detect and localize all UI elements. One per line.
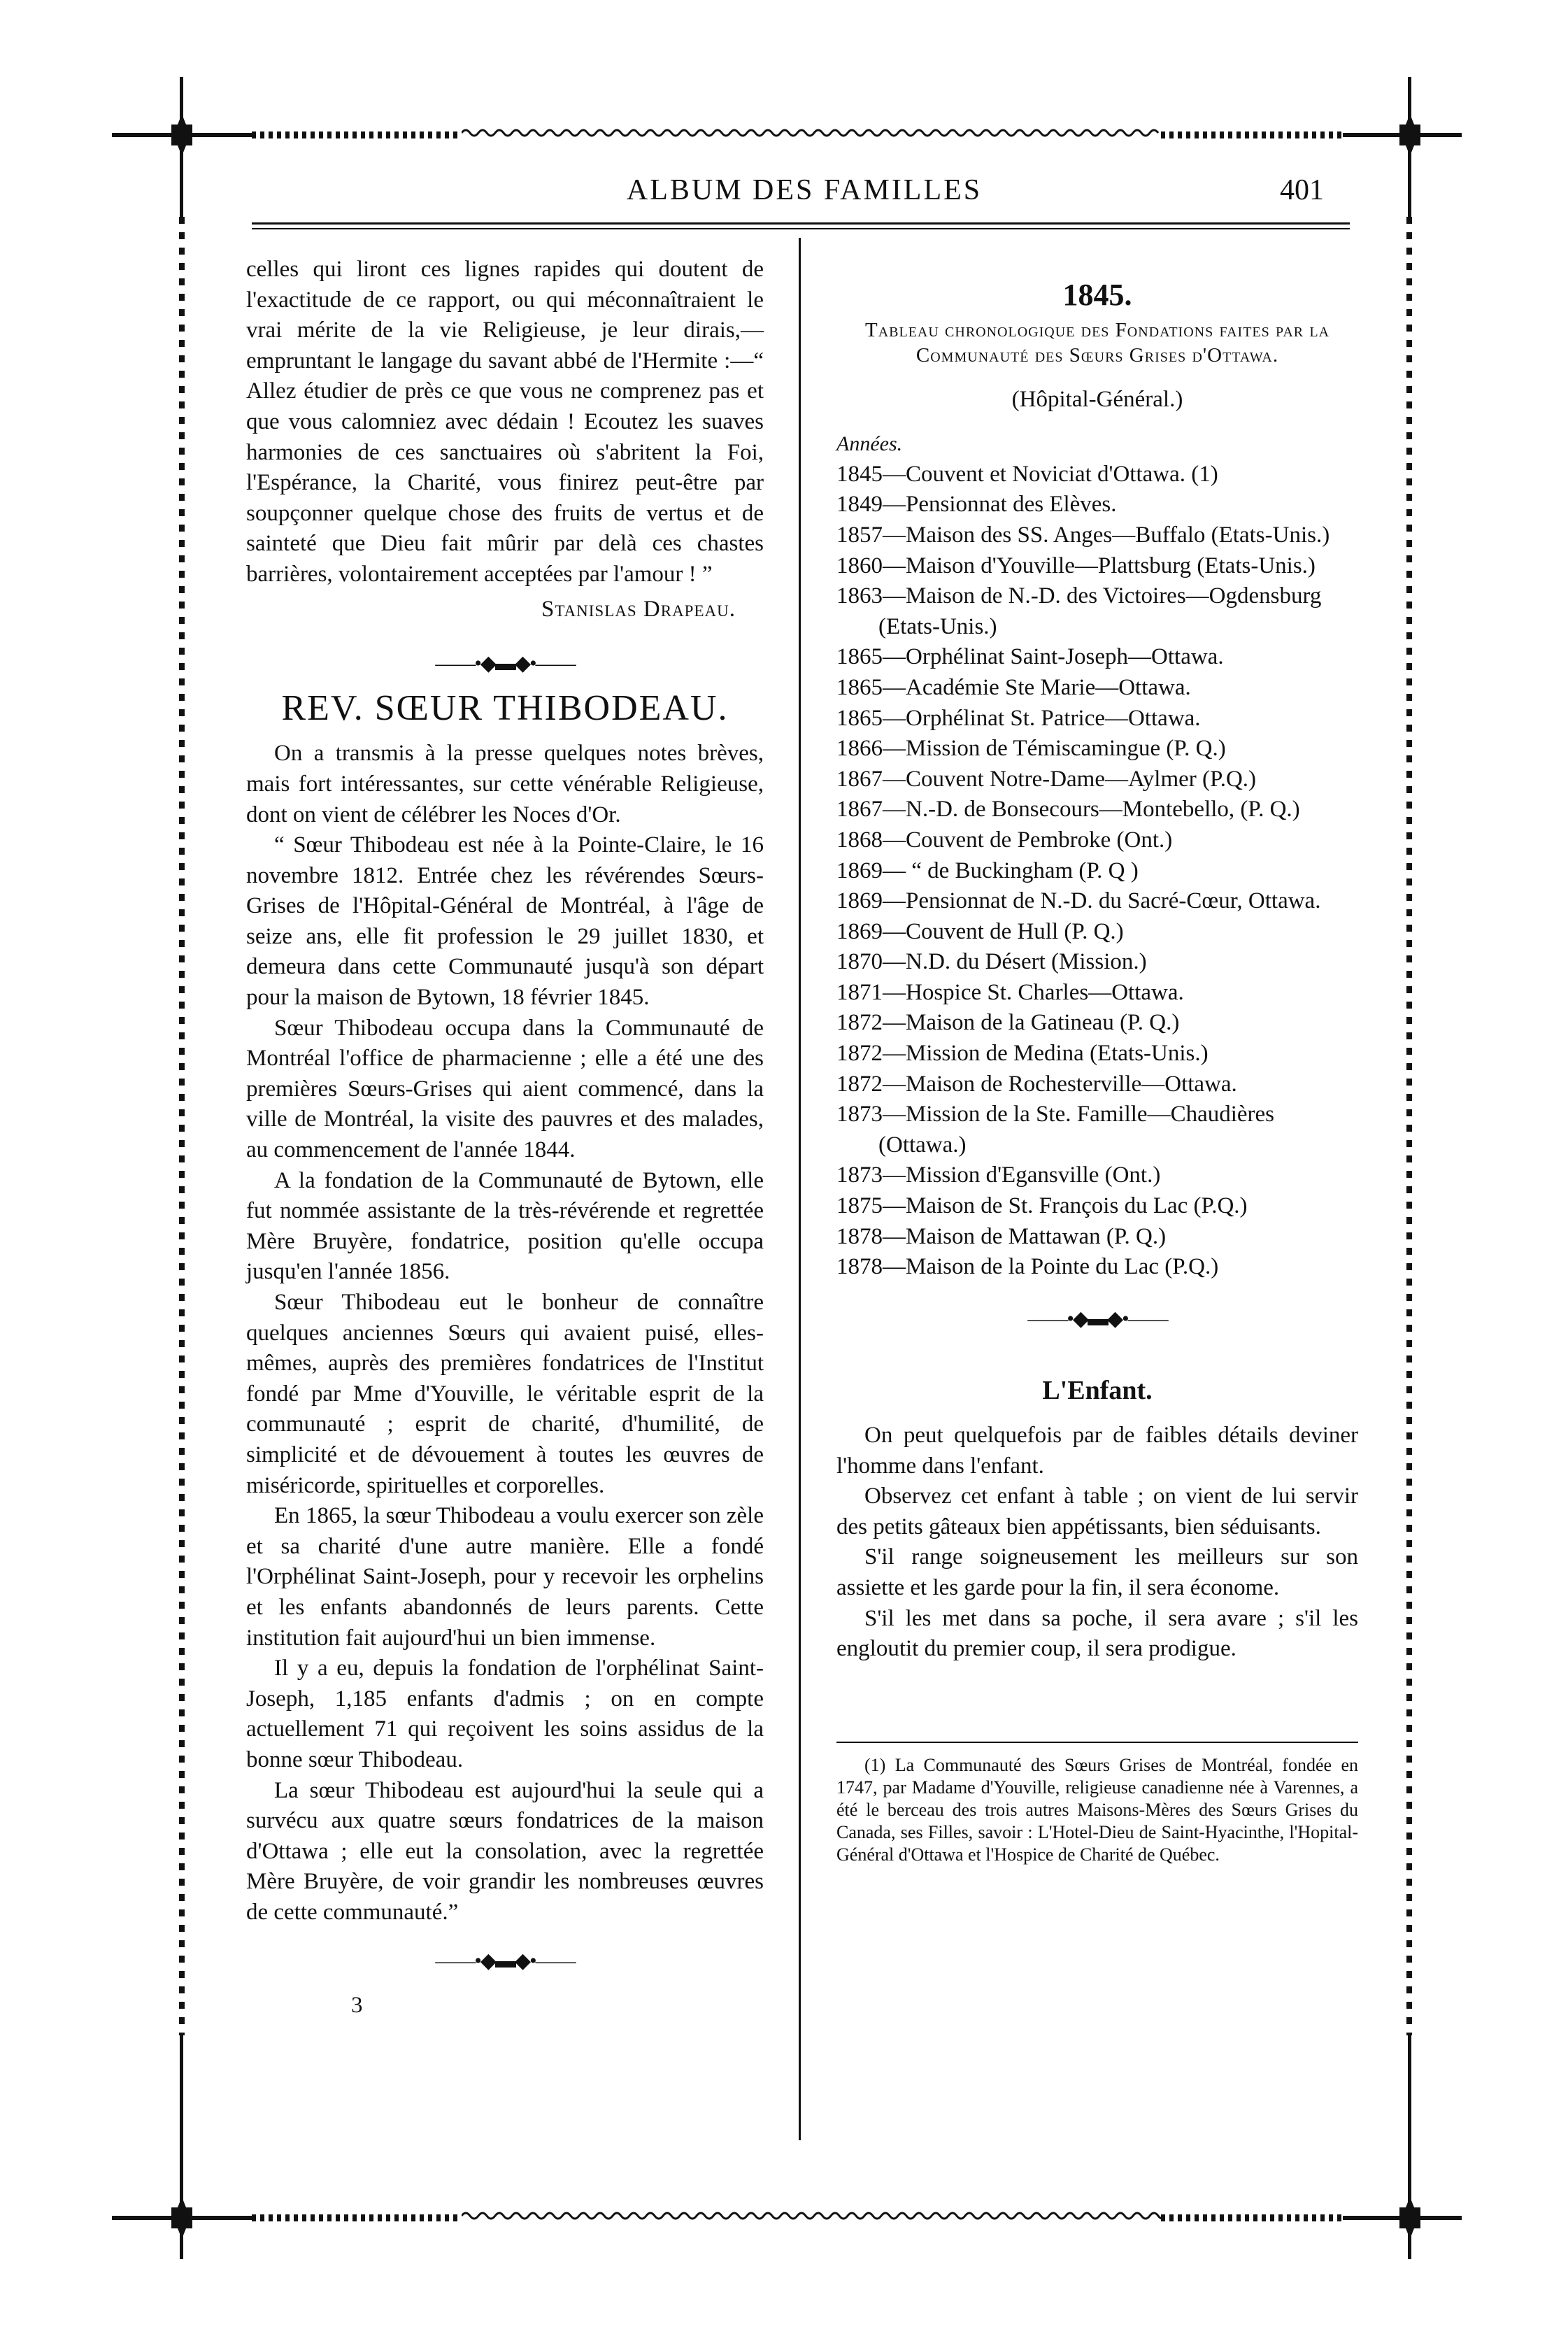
- section-ornament: ——•◆▬◆•——: [435, 652, 575, 676]
- paragraph: S'il les met dans sa poche, il sera avare ; s'il les engloutit du premier coup, il sera prodigue.: [836, 1605, 1358, 1662]
- header-rule-top: [252, 222, 1350, 225]
- list-item: 1875—Maison de St. François du Lac (P.Q.): [836, 1193, 1248, 1219]
- list-item: 1867—Couvent Notre-Dame—Aylmer (P.Q.): [836, 766, 1257, 792]
- list-item: 1871—Hospice St. Charles—Ottawa.: [836, 979, 1184, 1005]
- paragraph: A la fondation de la Communauté de Bytown, elle fut nommée assistante de la très-révérende et regrettée Mère Bruyère, fondatrice, position qu'elle occupa jusqu'en l'année 1856.: [246, 1167, 764, 1285]
- top-border-hatching-right: [1161, 131, 1343, 138]
- list-item: 1873—Mission d'Egansville (Ont.): [836, 1162, 1161, 1188]
- column-divider: [799, 238, 801, 2140]
- list-item: 1863—Maison de N.-D. des Victoires—Ogdensburg (Etats-Unis.): [836, 583, 1322, 639]
- top-border-wave: [462, 124, 1161, 141]
- corner-ornament-top-left: [161, 114, 203, 156]
- right-border-hatching: [1406, 217, 1412, 2035]
- intro-paragraph: celles qui liront ces lignes rapides qui doutent de l'exactitude de ce rapport, ou qui méconnaîtraient le vrai mérite de la vie Religieuse, je leur dirais,—empruntant le langage du savant abbé de l'Hermite :—“ Allez étudier de près ce que vous ne comprenez pas et que vous calomniez avec dédain ! Ecoutez les suaves harmonies de ces sanctuaires où s'abritent la Foi, l'Espérance, la Charité, vous finirez peut-être par soupçonner quelque chose des fruits de vertus et de sainteté que Dieu fait mûrir par delà ces chastes barrières, volontairement acceptées par l'amour ! ”: [246, 257, 764, 587]
- top-border-hatching-left: [252, 131, 462, 138]
- table-title: Tableau chronologique des Fondations faites par la Communauté des Sœurs Grises d'Ottawa.: [864, 318, 1330, 367]
- paragraph: On peut quelquefois par de faibles détails deviner l'homme dans l'enfant.: [836, 1423, 1358, 1479]
- list-item: 1857—Maison des SS. Anges—Buffalo (Etats-Unis.): [836, 522, 1330, 548]
- list-item: 1869—Pensionnat de N.-D. du Sacré-Cœur, Ottawa.: [836, 888, 1321, 914]
- list-item: 1878—Maison de Mattawan (P. Q.): [836, 1223, 1167, 1249]
- paragraph: Il y a eu, depuis la fondation de l'orphélinat Saint-Joseph, 1,185 enfants d'admis ; on en compte actuellement 71 qui reçoivent les soins assidus de la bonne sœur Thibodeau.: [246, 1656, 764, 1772]
- bottom-border-hatching-left: [252, 2214, 462, 2221]
- header-rule-bottom: [252, 228, 1350, 229]
- running-header-title: ALBUM DES FAMILLES: [626, 174, 983, 206]
- section-ornament: ——•◆▬◆•——: [1027, 1307, 1167, 1330]
- paragraph: Sœur Thibodeau eut le bonheur de connaître quelques anciennes Sœurs qui avaient puisé, elles-mêmes, auprès des premières fondatrices de l'Institut fondé par Mme d'Youville, le véritable esprit de la communauté ; esprit de charité, d'humilité, de simplicité et de dévouement à toutes les œuvres de miséricorde, spirituelles et corporelles.: [246, 1290, 764, 1498]
- paragraph: S'il range soigneusement les meilleurs sur son assiette et les garde pour la fin, il sera économe.: [836, 1544, 1358, 1600]
- bottom-border-wave: [462, 2207, 1161, 2224]
- paragraph: On a transmis à la presse quelques notes brèves, mais fort intéressantes, sur cette vénérable Religieuse, dont on vient de célébrer les Noces d'Or.: [246, 741, 764, 827]
- chronology-list: [836, 460, 1358, 1283]
- list-item: 1865—Académie Ste Marie—Ottawa.: [836, 674, 1191, 700]
- footnote: (1) La Communauté des Sœurs Grises de Montréal, fondée en 1747, par Madame d'Youville, religieuse canadienne née à Varennes, a été le berceau des trois autres Maisons-Mères des Sœurs Grises du Canada, ses Filles, savoir : L'Hotel-Dieu de Saint-Hyacinthe, l'Hopital-Général d'Ottawa et l'Hospice de Charité de Québec.: [836, 1742, 1358, 1866]
- signature: Stanislas Drapeau.: [541, 596, 736, 622]
- paragraph: “ Sœur Thibodeau est née à la Pointe-Claire, le 16 novembre 1812. Entrée chez les révérendes Sœurs-Grises de l'Hôpital-Général de Montréal, à l'âge de seize ans, elle fit profession le 29 juillet 1830, et demeura dans cette Communauté jusqu'à son départ pour la maison de Bytown, 18 février 1845.: [246, 832, 764, 1011]
- paragraph: Observez cet enfant à table ; on vient de lui servir des petits gâteaux bien appétissants, bien séduisants.: [836, 1483, 1358, 1539]
- paragraph: En 1865, la sœur Thibodeau a voulu exercer son zèle et sa charité d'une autre manière. Elle a fondé l'Orphélinat Saint-Joseph, pour y recevoir les orphelins et les enfants abandonnés de leurs parents. Cette institution fait aujourd'hui un bien immense.: [246, 1503, 764, 1651]
- article-title: REV. SŒUR THIBODEAU.: [281, 688, 729, 728]
- section-ornament-bottom: ——•◆▬◆•——: [435, 1949, 575, 1973]
- corner-ornament-bottom-right: [1389, 2197, 1431, 2239]
- list-item: 1872—Mission de Medina (Etats-Unis.): [836, 1041, 1209, 1067]
- list-item: 1869— “ de Buckingham (P. Q ): [836, 858, 1139, 883]
- paragraph: La sœur Thibodeau est aujourd'hui la seule qui a survécu aux quatre sœurs fondatrices de la maison d'Ottawa ; elle eut la consolation, avec la regrettée Mère Bruyère, de voir grandir les nombreuses œuvres de cette communauté.”: [246, 1777, 764, 1925]
- list-item: 1845—Couvent et Noviciat d'Ottawa. (1): [836, 461, 1218, 487]
- table-subtitle: (Hôpital-Général.): [1011, 386, 1183, 412]
- list-item: 1868—Couvent de Pembroke (Ont.): [836, 827, 1173, 853]
- left-column: [246, 255, 764, 2021]
- list-item: 1873—Mission de la Ste. Famille—Chaudières (Ottawa.): [836, 1102, 1275, 1158]
- list-item: 1865—Orphélinat St. Patrice—Ottawa.: [836, 705, 1201, 731]
- corner-ornament-bottom-left: [161, 2197, 203, 2239]
- years-label: Années.: [836, 432, 903, 456]
- list-item: 1872—Maison de Rochesterville—Ottawa.: [836, 1071, 1237, 1097]
- section-title: L'Enfant.: [1042, 1376, 1153, 1406]
- left-border-hatching: [179, 217, 185, 2035]
- list-item: 1865—Orphélinat Saint-Joseph—Ottawa.: [836, 644, 1224, 670]
- list-item: 1878—Maison de la Pointe du Lac (P.Q.): [836, 1254, 1219, 1280]
- list-item: 1860—Maison d'Youville—Plattsburg (Etats-Unis.): [836, 553, 1316, 578]
- list-item: 1849—Pensionnat des Elèves.: [836, 492, 1117, 518]
- signature-mark: 3: [351, 1993, 363, 2019]
- list-item: 1867—N.-D. de Bonsecours—Montebello, (P. Q.): [836, 797, 1300, 823]
- bottom-border-hatching-right: [1161, 2214, 1343, 2221]
- right-column: [836, 280, 1358, 1866]
- year-heading: 1845.: [1062, 278, 1132, 312]
- list-item: 1869—Couvent de Hull (P. Q.): [836, 918, 1124, 944]
- list-item: 1866—Mission de Témiscamingue (P. Q.): [836, 736, 1226, 762]
- paragraph: Sœur Thibodeau occupa dans la Communauté de Montréal l'office de pharmacienne ; elle a été une des premières Sœurs-Grises qui aient commencé, dans la ville de Montréal, la visite des pauvres et des malades, au commencement de l'année 1844.: [246, 1015, 764, 1163]
- corner-ornament-top-right: [1389, 114, 1431, 156]
- list-item: 1872—Maison de la Gatineau (P. Q.): [836, 1010, 1180, 1036]
- list-item: 1870—N.D. du Désert (Mission.): [836, 949, 1147, 975]
- page-number: 401: [1280, 174, 1324, 206]
